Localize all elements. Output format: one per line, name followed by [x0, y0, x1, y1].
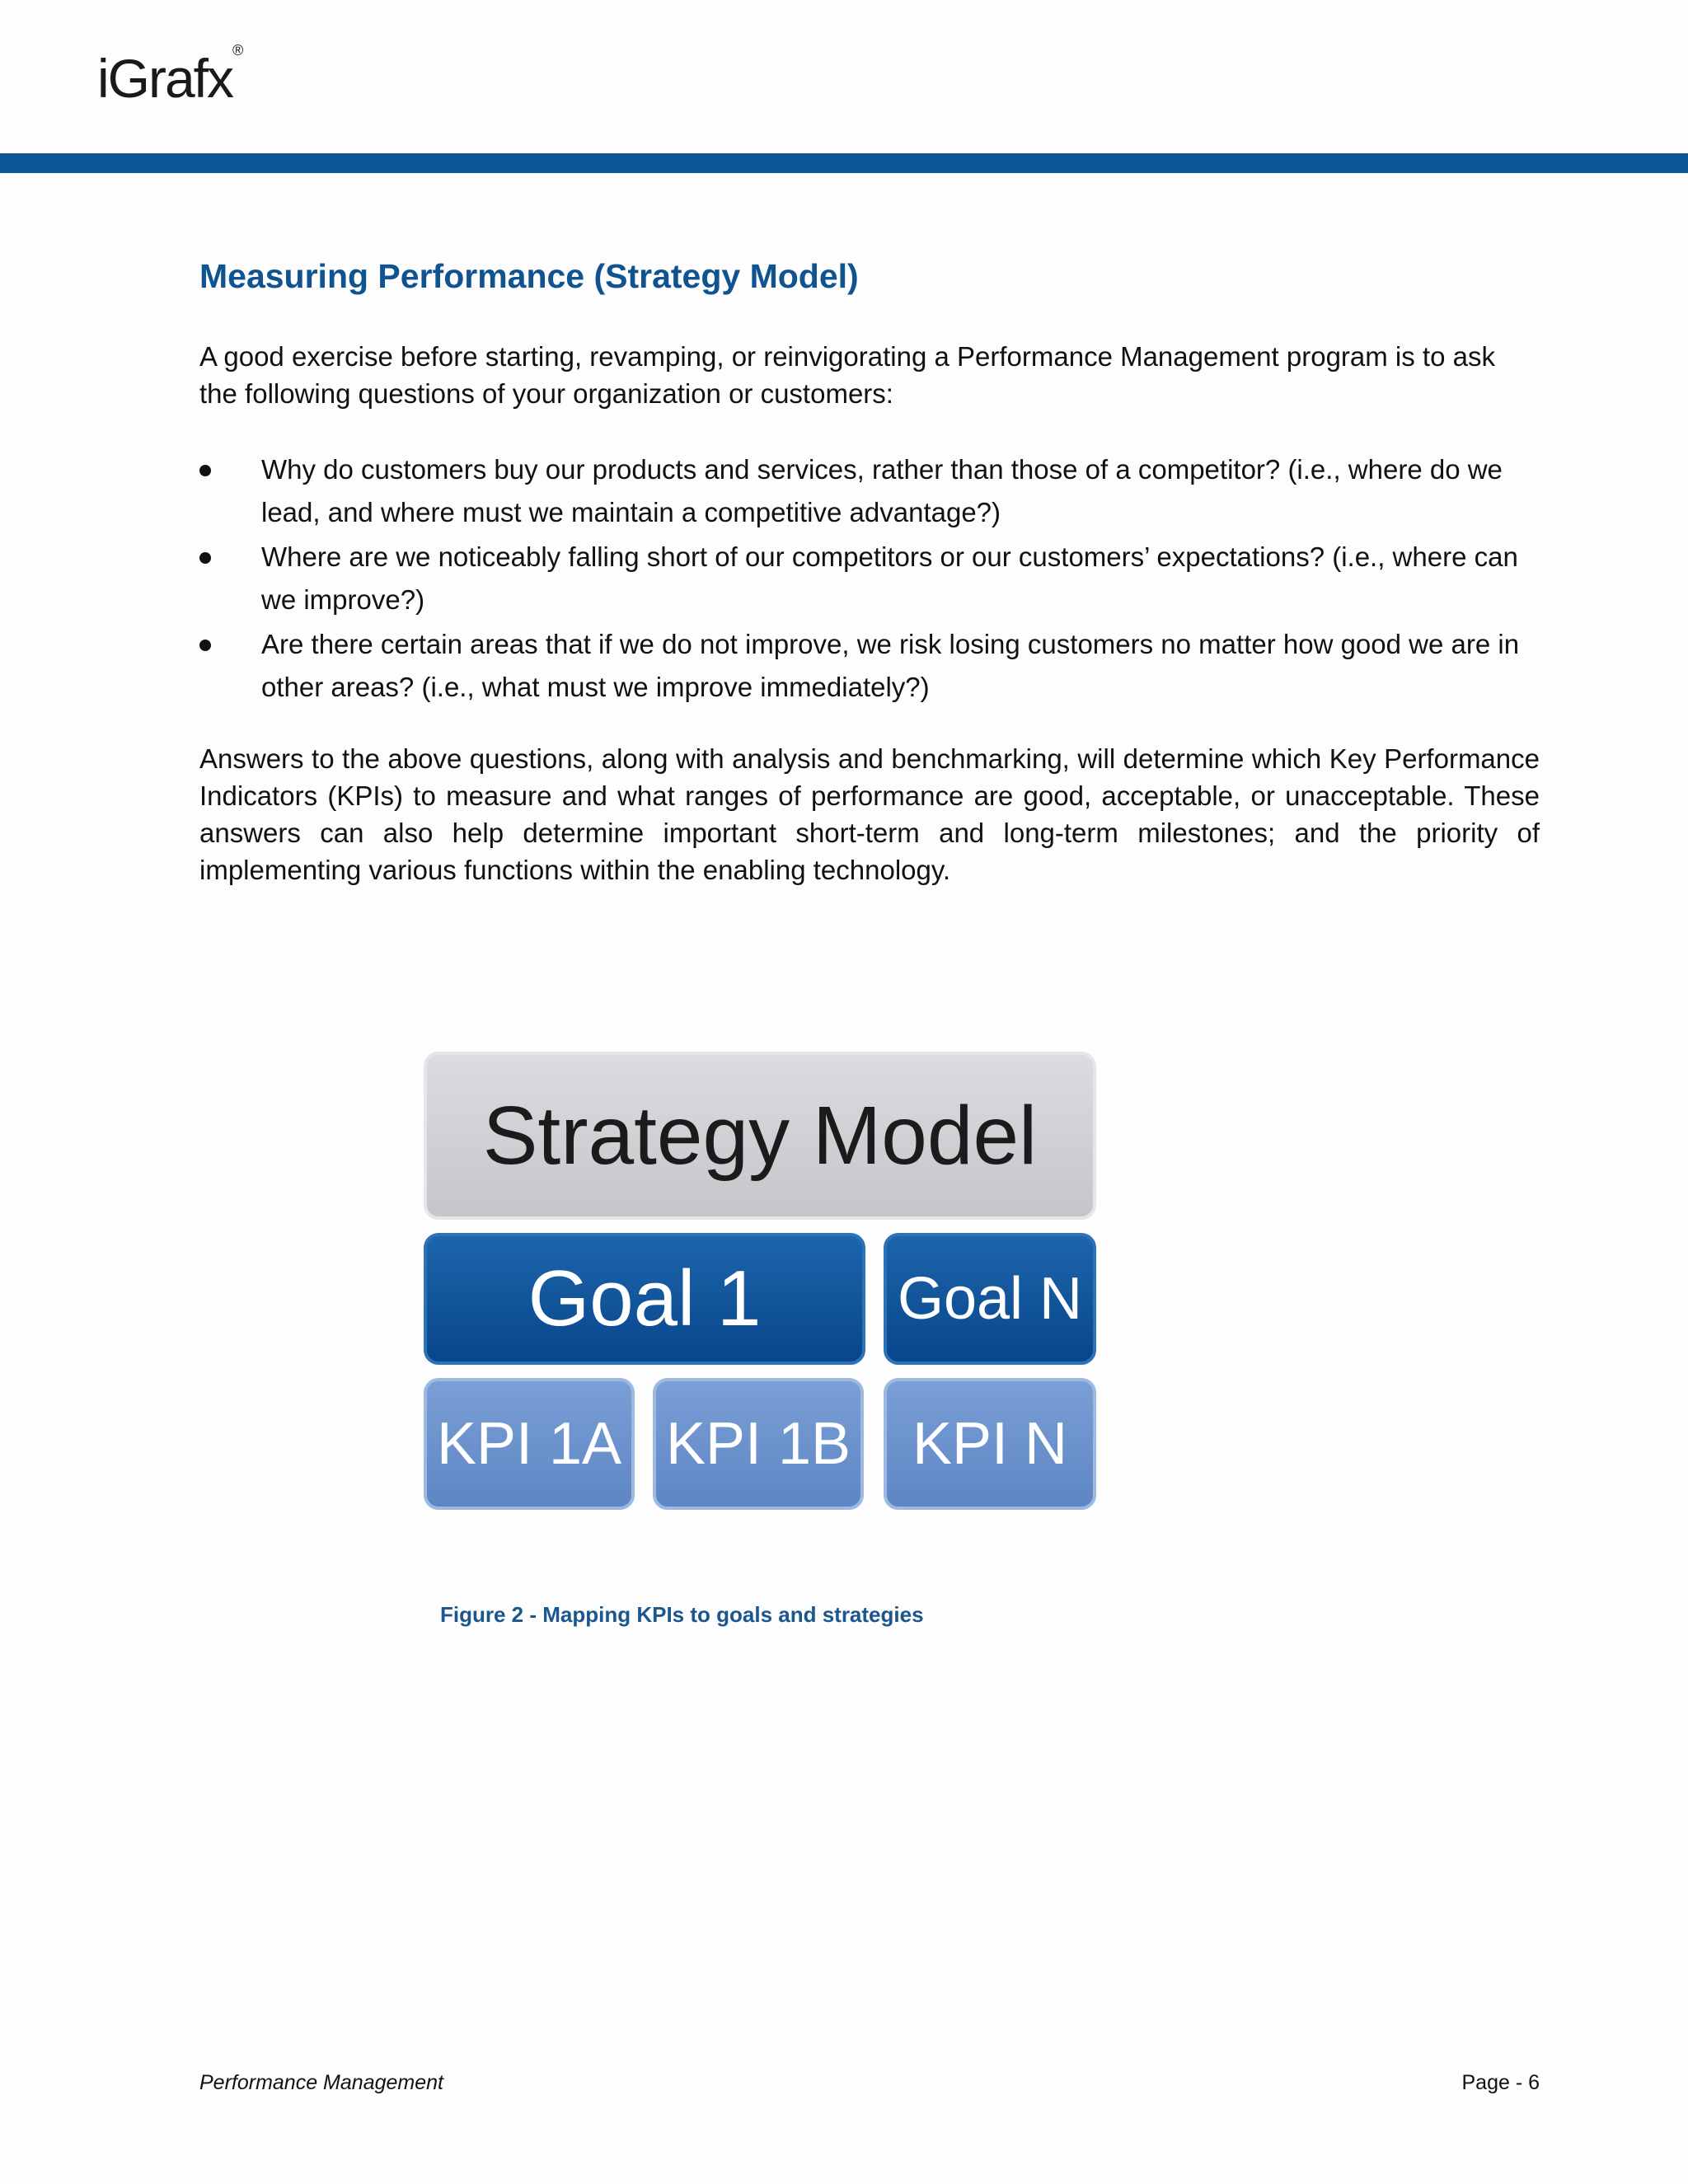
kpi-n-box: KPI N: [884, 1378, 1096, 1510]
bullet-icon: [199, 465, 211, 476]
list-item: [199, 448, 1540, 534]
list-item: [199, 623, 1540, 709]
igrafx-logo: [97, 42, 244, 109]
section-title: Measuring Performance (Strategy Model): [199, 257, 859, 295]
bullet-icon: [199, 552, 211, 564]
bullet-text: Where are we noticeably falling short of our competitors or our customers’ expectations? (i.e., where can we improve?): [261, 541, 1518, 615]
strategy-model-diagram: [424, 1052, 1096, 1510]
registered-mark: ®: [232, 42, 244, 59]
strategy-model-box: Strategy Model: [424, 1052, 1096, 1220]
goal-1-box: Goal 1: [424, 1233, 865, 1365]
intro-paragraph: A good exercise before starting, revamping, or reinvigorating a Performance Management program is to ask the following questions of your organization or customers:: [199, 341, 1495, 409]
bullet-text: Are there certain areas that if we do not improve, we risk losing customers no matter how good we are in other areas? (i.e., what must we improve immediately?): [261, 629, 1520, 702]
figure-caption: Figure 2 - Mapping KPIs to goals and strategies: [440, 1602, 924, 1627]
footer-document-title: Performance Management: [199, 2071, 443, 2094]
logo-text: iGrafx: [97, 48, 233, 109]
footer-page-number: Page - 6: [1461, 2071, 1540, 2094]
answers-paragraph: Answers to the above questions, along with analysis and benchmarking, will determine which Key Performance Indicators (KPIs) to measure and what ranges of performance are good, acceptable, or unacceptable. These answers can also help determine important short-term and long-term milestones; and the priority of implementing various functions within the enabling technology.: [199, 743, 1540, 885]
bullet-text: Why do customers buy our products and services, rather than those of a competitor? (i.e., where do we lead, and where must we maintain a competitive advantage?): [261, 454, 1503, 527]
kpi-1a-box: KPI 1A: [424, 1378, 635, 1510]
goal-n-box: Goal N: [884, 1233, 1096, 1365]
kpi-1b-box: KPI 1B: [653, 1378, 864, 1510]
bullet-icon: [199, 640, 211, 651]
list-item: [199, 536, 1540, 621]
question-list: [199, 448, 1540, 710]
header-bar: [0, 153, 1688, 173]
